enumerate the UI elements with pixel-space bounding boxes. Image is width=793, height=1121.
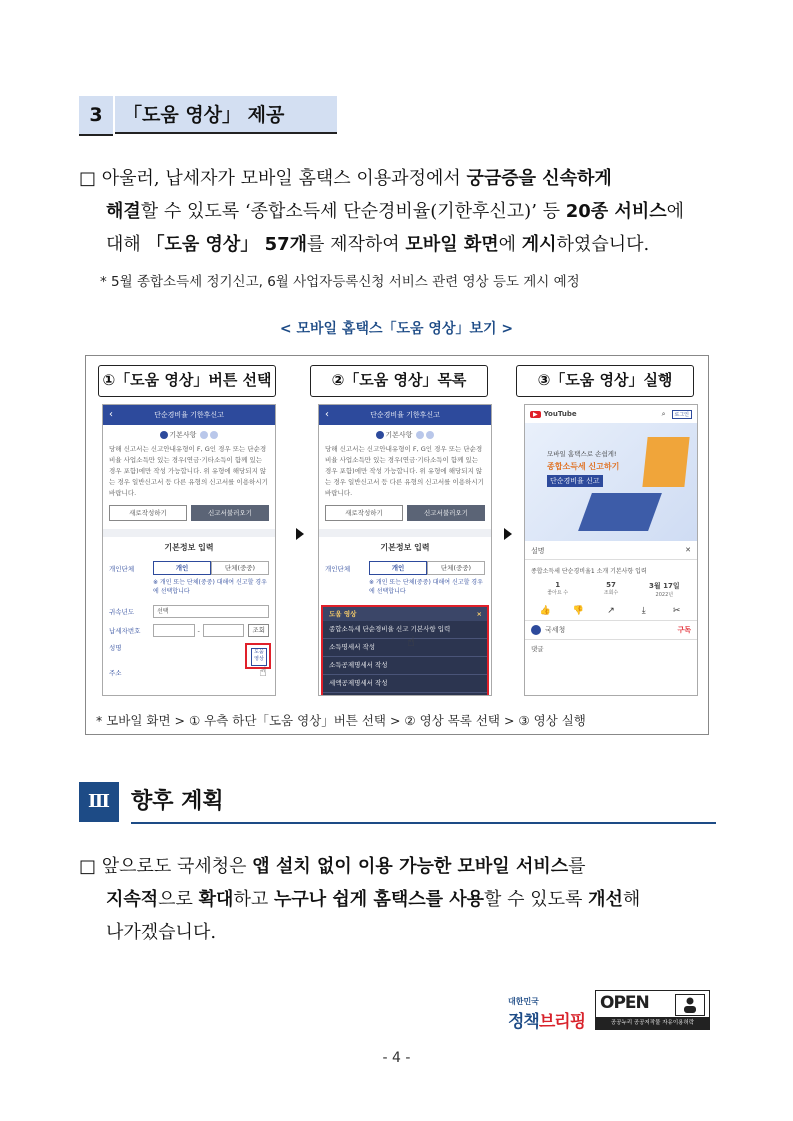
type-help-text: ※ 개인 또는 단체(중중) 대해여 신고할 경우에 선택합니다 [369, 579, 483, 595]
stat-value: 1 [555, 581, 561, 589]
menu-title: 도움 영상 [329, 610, 357, 618]
new-write-button[interactable]: 새로작성하기 [325, 505, 403, 521]
back-icon[interactable]: ‹ [109, 409, 113, 420]
paragraph-1-line-3 [106, 228, 649, 261]
id-input-2[interactable] [203, 624, 245, 637]
step-dot-active [160, 431, 168, 439]
hero-badge: 단순경비율 신고 [547, 475, 603, 487]
arrow-icon [296, 528, 304, 540]
book-graphic [642, 437, 689, 487]
notice-text: 당해 신고서는 신고안내유형이 F, G인 경우 또는 단순경비율 사업소득만 있는 경우(연금·기타소득이 함께 있는 경우 포함)에만 작성 가능합니다. 위 유형에 해당되지 않는 경우 일반신고서 등 다른 유형의 신고서를 이용하시기 바랍니다. [325, 445, 484, 497]
bold-text: 20종 서비스 [565, 201, 667, 222]
channel-avatar [531, 625, 541, 635]
paragraph-2-line-3: 나가겠습니다. [106, 922, 217, 943]
text: 아울러, 납세자가 모바일 홈택스 이용과정에서 [101, 168, 467, 189]
step-2-label: ②「도움 영상」목록 [310, 365, 488, 397]
step-3-label: ③「도움 영상」실행 [516, 365, 694, 397]
year-select[interactable]: 선택 [153, 605, 269, 618]
button-row [103, 501, 275, 525]
bold-text: 누구나 쉽게 홈택스를 사용 [273, 889, 485, 910]
logo-small-text: 대한민국 [508, 997, 539, 1006]
type-row [319, 558, 491, 578]
notice-text: 당해 신고서는 신고안내유형이 F, G인 경우 또는 단순경비율 사업소득만 있는 경우(연금·기타소득이 함께 있는 경우 포함)에만 작성 가능합니다. 위 유형에 해당되지 않는 경우 일반신고서 등 다른 유형의 신고서를 이용하시기 바랍니다. [109, 445, 268, 497]
paragraph-2-line-1 [79, 850, 586, 883]
stat-label: 조회수 [603, 590, 619, 596]
text: 하고 [233, 889, 274, 910]
stat-label: 2022년 [655, 592, 674, 598]
figure-box [85, 355, 709, 735]
paragraph-1-line-1 [79, 162, 612, 195]
type-toggle [369, 561, 485, 575]
kogl-open-license-logo [595, 990, 710, 1030]
group-option[interactable]: 단체(중중) [427, 561, 485, 575]
video-thumbnail[interactable] [525, 423, 697, 541]
step-indicator [103, 430, 275, 440]
figure-footnote: * 모바일 화면 > ① 우측 하단「도움 영상」버튼 선택 > ② 영상 목록 선택 > ③ 영상 실행 [96, 713, 586, 728]
stat-label: 좋아요 수 [547, 590, 569, 596]
help-video-icon: 도움 영상 [251, 648, 267, 666]
action-icons [525, 602, 697, 620]
channel-name: 국세청 [545, 626, 566, 634]
video-title: 종합소득세 단순경비율1 소개 기본사항 입력 [531, 568, 647, 575]
figure-caption: < 모바일 홈택스「도움 영상」보기 > [279, 321, 514, 337]
phone-title: 단순경비율 기한후신고 [370, 411, 440, 419]
new-write-button[interactable]: 새로작성하기 [109, 505, 187, 521]
field-label: 귀속년도 [109, 608, 135, 616]
load-return-button[interactable]: 신고서불러오기 [191, 505, 269, 521]
hero-title: 종합소득세 신고하기 [547, 462, 620, 471]
type-help-text: ※ 개인 또는 단체(중중) 대해여 신고할 경우에 선택합니다 [153, 579, 267, 595]
step-label: 기본사항 [169, 431, 197, 439]
bold-text: 「도움 영상」 57개 [146, 234, 308, 255]
text: 에 [498, 234, 522, 255]
load-return-button[interactable]: 신고서불러오기 [407, 505, 485, 521]
stat-value: 3월 17일 [649, 582, 680, 590]
type-toggle [153, 561, 269, 575]
subscribe-button[interactable]: 구독 [677, 626, 691, 634]
youtube-name: YouTube [543, 410, 577, 418]
panel-header [525, 543, 697, 560]
open-footer-text: 공공누리 공공저작물 자유이용허락 [596, 1017, 709, 1029]
bold-text: 모바일 화면 [405, 234, 499, 255]
close-icon[interactable]: × [476, 610, 482, 618]
page-number: - 4 - [382, 1050, 411, 1066]
text: 할 수 있도록 [484, 889, 589, 910]
personal-option[interactable]: 개인 [369, 561, 427, 575]
dislike-icon[interactable]: 👎 [572, 606, 584, 616]
text: 를 [568, 856, 586, 877]
youtube-topbar [525, 405, 697, 423]
section-number: 3 [79, 96, 113, 136]
stats-row [525, 577, 697, 602]
year-row [103, 602, 275, 621]
phone-title: 단순경비율 기한후신고 [154, 411, 224, 419]
section-title: 「도움 영상」 제공 [115, 96, 337, 134]
close-icon[interactable]: ✕ [685, 546, 691, 554]
step-dot [426, 431, 434, 439]
stat-likes [531, 581, 584, 598]
phone-header [103, 405, 275, 425]
divider [319, 529, 491, 537]
section-underline [131, 822, 716, 824]
open-text: OPEN [600, 993, 649, 1013]
field-label: 개인단체 [109, 564, 135, 573]
divider [103, 529, 275, 537]
logo-big-text [508, 1007, 585, 1032]
menu-item[interactable]: 세액공제명세서 작성 [323, 675, 487, 693]
bullet: □ [79, 856, 97, 877]
phone-header [319, 405, 491, 425]
id-row [103, 621, 275, 640]
field-label: 주소 [109, 669, 122, 677]
step-dot [200, 431, 208, 439]
bold-text: 게시 [521, 234, 557, 255]
menu-header [323, 607, 487, 621]
description-panel [525, 543, 697, 695]
bold-text: 지속적 [106, 889, 159, 910]
bold-text: 해결 [106, 201, 141, 222]
laptop-graphic [578, 493, 662, 531]
personal-option[interactable]: 개인 [153, 561, 211, 575]
stat-views [584, 581, 637, 598]
youtube-logo-icon: ▶ [530, 411, 541, 418]
download-icon[interactable]: ⤓ [641, 606, 646, 616]
menu-item[interactable]: 소득공제명세서 작성 [323, 657, 487, 675]
paragraph-2-line-2 [106, 883, 640, 916]
panel-title: 설명 [531, 547, 545, 555]
login-button[interactable]: 로그인 [672, 410, 693, 419]
field-label: 성명 [109, 644, 122, 652]
id-input[interactable] [153, 624, 195, 637]
lookup-button[interactable]: 조회 [248, 624, 269, 637]
hand-pointer-icon: ☝ [259, 665, 267, 680]
korea-policy-briefing-logo [508, 996, 585, 1032]
phone-screen-3 [524, 404, 698, 696]
bold-text: 궁금증을 신속하게 [466, 168, 612, 189]
menu-item[interactable]: 소득명세서 작성 [323, 639, 487, 657]
dash: - [197, 626, 200, 635]
bold-text: 앱 설치 없이 이용 가능한 모바일 서비스 [252, 856, 569, 877]
channel-row [525, 620, 697, 639]
person-icon [675, 994, 705, 1016]
text: 앞으로도 국세청은 [101, 856, 253, 877]
back-icon[interactable]: ‹ [325, 409, 329, 420]
button-row [319, 501, 491, 525]
basic-info-heading: 기본정보 입력 [164, 543, 214, 552]
footnote-1: * 5월 종합소득세 정기신고, 6월 사업자등록신청 서비스 관련 영상 등도 게시 예정 [100, 274, 580, 290]
search-icon[interactable]: ⌕ [661, 409, 666, 418]
text: 를 제작하여 [307, 234, 406, 255]
text: 하였습니다. [556, 234, 650, 255]
step-1-label: ①「도움 영상」버튼 선택 [98, 365, 276, 397]
basic-info-heading: 기본정보 입력 [380, 543, 430, 552]
field-label: 납세자번호 [109, 627, 141, 635]
section-number: Ⅲ [79, 782, 119, 822]
stat-date [638, 581, 691, 598]
type-row [103, 558, 275, 578]
bullet: □ [79, 168, 97, 189]
step-dot [416, 431, 424, 439]
text: 에 [666, 201, 685, 222]
text: 대해 [106, 234, 147, 255]
logo-text-a: 정책 [508, 1012, 539, 1032]
step-indicator [319, 430, 491, 440]
bold-text: 확대 [198, 889, 234, 910]
clip-icon[interactable]: ✂ [672, 606, 681, 616]
menu-item[interactable]: 종합소득세 단순경비율 신고 기본사항 입력 [323, 621, 487, 639]
text: 해 [622, 889, 641, 910]
step-dot [210, 431, 218, 439]
logo-text-b: 브리핑 [538, 1012, 586, 1032]
phone-screen-2 [318, 404, 492, 696]
text: 할 수 있도록 ‘종합소득세 단순경비율(기한후신고)’ 등 [140, 201, 566, 222]
arrow-icon [504, 528, 512, 540]
section-3-header [79, 96, 337, 136]
field-label: 개인단체 [325, 564, 351, 573]
comments-label[interactable]: 댓글 [525, 639, 697, 657]
help-video-button[interactable] [245, 643, 271, 669]
group-option[interactable]: 단체(중중) [211, 561, 269, 575]
step-dot-active [376, 431, 384, 439]
text: 으로 [158, 889, 199, 910]
help-video-menu [321, 605, 489, 696]
step-label: 기본사항 [385, 431, 413, 439]
stat-value: 57 [606, 581, 616, 589]
like-icon[interactable]: 👍 [539, 606, 551, 616]
phone-screen-1 [102, 404, 276, 696]
section-title: 향후 계획 [131, 789, 224, 814]
paragraph-1-line-2 [106, 195, 684, 228]
bold-text: 개선 [588, 889, 623, 910]
hand-pointer-icon: ☝ [407, 635, 415, 650]
hero-text: 모바일 홈택스로 손쉽게! [547, 450, 617, 458]
share-icon[interactable]: ↗ [607, 606, 615, 616]
